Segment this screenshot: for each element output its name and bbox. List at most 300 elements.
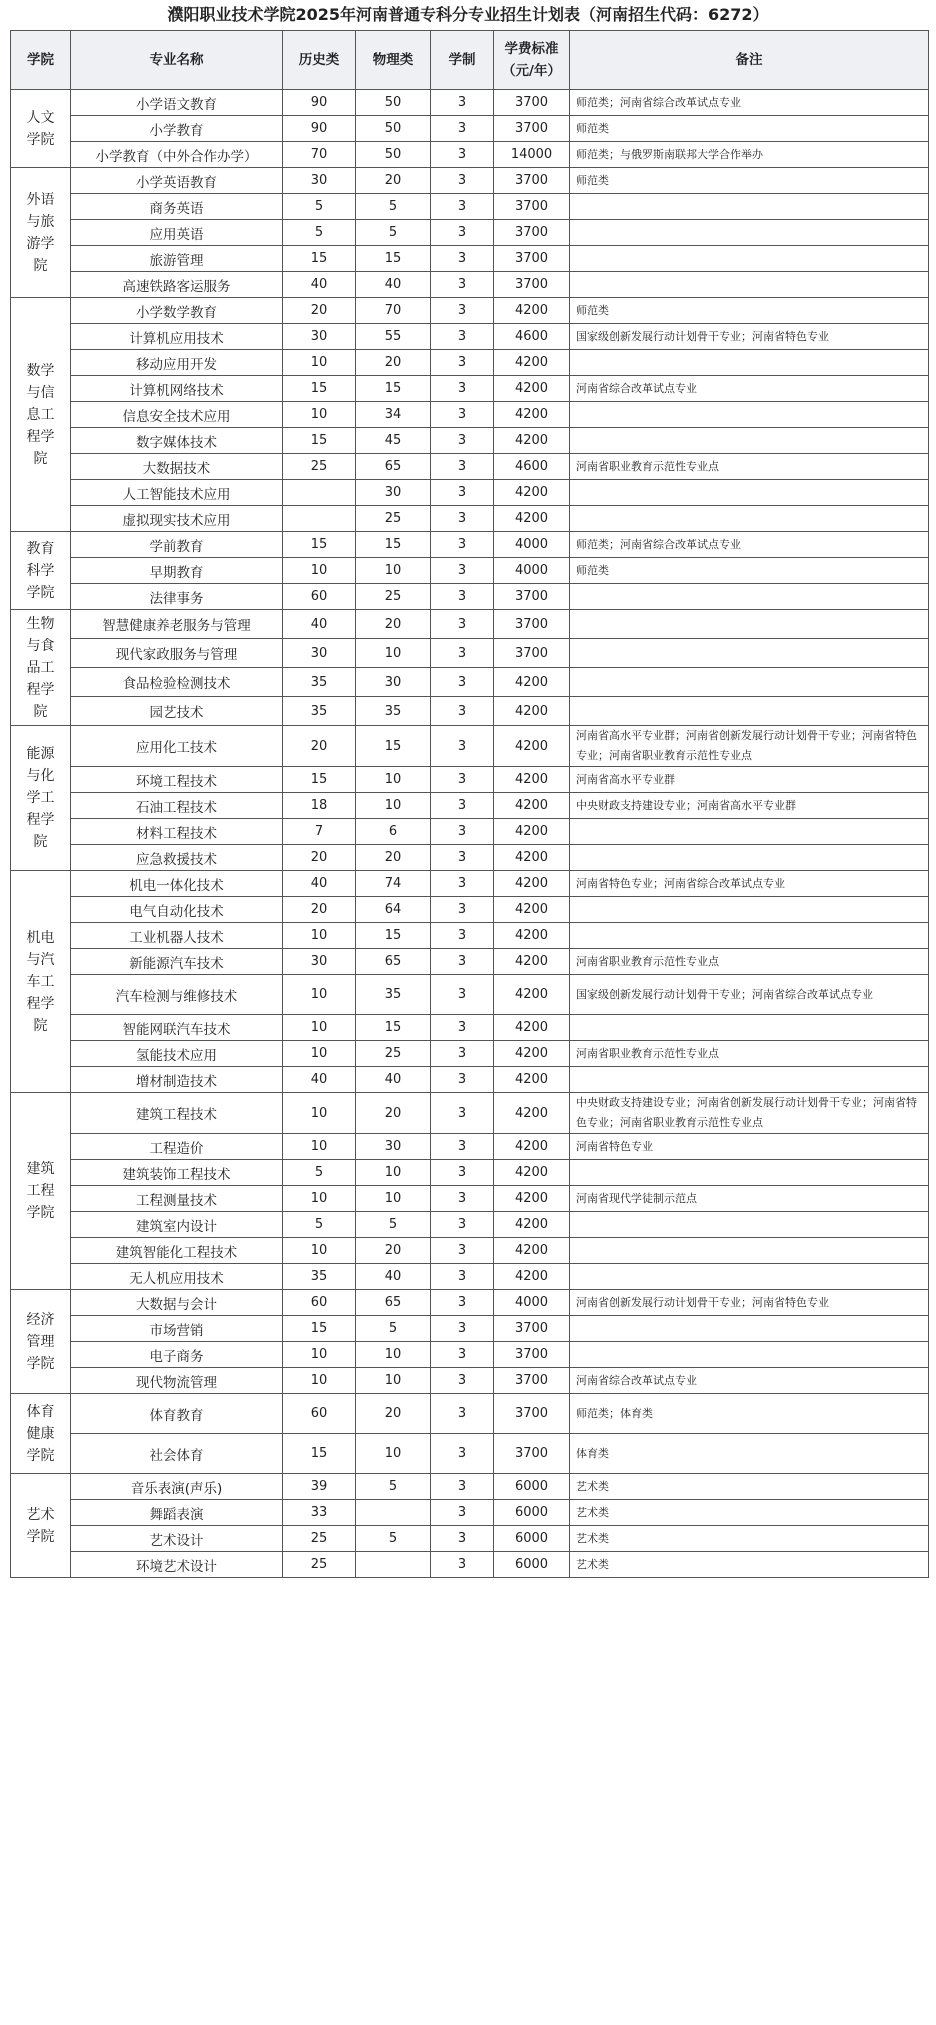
table-row xyxy=(11,1238,929,1264)
physics-count-cell: 45 xyxy=(356,428,431,454)
notes-cell: 河南省综合改革试点专业 xyxy=(570,376,929,402)
table-row xyxy=(11,1160,929,1186)
major-cell: 食品检验检测技术 xyxy=(71,668,283,697)
table-row xyxy=(11,402,929,428)
college-name-cell: 能源与化学工程学院 xyxy=(11,726,71,871)
physics-count-cell: 74 xyxy=(356,871,431,897)
major-cell: 增材制造技术 xyxy=(71,1067,283,1093)
fee-cell: 4200 xyxy=(494,1238,570,1264)
table-row xyxy=(11,1394,929,1434)
major-cell: 法律事务 xyxy=(71,584,283,610)
fee-cell: 4200 xyxy=(494,506,570,532)
fee-cell: 4200 xyxy=(494,298,570,324)
physics-count-cell: 30 xyxy=(356,1134,431,1160)
years-cell: 3 xyxy=(431,975,494,1015)
notes-cell xyxy=(570,220,929,246)
major-cell: 信息安全技术应用 xyxy=(71,402,283,428)
notes-cell: 河南省综合改革试点专业 xyxy=(570,1368,929,1394)
notes-cell: 中央财政支持建设专业；河南省高水平专业群 xyxy=(570,793,929,819)
physics-count-cell: 65 xyxy=(356,454,431,480)
physics-count-cell: 5 xyxy=(356,1316,431,1342)
years-cell: 3 xyxy=(431,767,494,793)
fee-cell: 6000 xyxy=(494,1474,570,1500)
history-count-cell: 25 xyxy=(283,1526,356,1552)
major-cell: 小学教育 xyxy=(71,116,283,142)
physics-count-cell: 20 xyxy=(356,1394,431,1434)
major-cell: 体育教育 xyxy=(71,1394,283,1434)
history-count-cell: 60 xyxy=(283,1394,356,1434)
years-cell: 3 xyxy=(431,480,494,506)
notes-cell xyxy=(570,639,929,668)
major-cell: 应急救援技术 xyxy=(71,845,283,871)
table-row xyxy=(11,480,929,506)
years-cell: 3 xyxy=(431,1316,494,1342)
major-cell: 市场营销 xyxy=(71,1316,283,1342)
notes-cell xyxy=(570,1212,929,1238)
fee-cell: 4600 xyxy=(494,324,570,350)
notes-cell xyxy=(570,1160,929,1186)
years-cell: 3 xyxy=(431,871,494,897)
history-count-cell: 10 xyxy=(283,1015,356,1041)
fee-cell: 3700 xyxy=(494,116,570,142)
history-count-cell: 90 xyxy=(283,90,356,116)
fee-cell: 3700 xyxy=(494,610,570,639)
enrollment-plan-table xyxy=(10,30,929,1578)
fee-cell: 4200 xyxy=(494,975,570,1015)
history-count-cell: 15 xyxy=(283,1316,356,1342)
college-name-cell: 数学与信息工程学院 xyxy=(11,298,71,532)
notes-cell: 师范类；河南省综合改革试点专业 xyxy=(570,532,929,558)
major-cell: 建筑装饰工程技术 xyxy=(71,1160,283,1186)
notes-cell: 师范类；与俄罗斯南联邦大学合作举办 xyxy=(570,142,929,168)
history-count-cell: 15 xyxy=(283,767,356,793)
history-count-cell: 10 xyxy=(283,402,356,428)
physics-count-cell xyxy=(356,1500,431,1526)
physics-count-cell: 15 xyxy=(356,246,431,272)
fee-cell: 4200 xyxy=(494,480,570,506)
physics-count-cell: 10 xyxy=(356,793,431,819)
major-cell: 现代家政服务与管理 xyxy=(71,639,283,668)
physics-count-cell: 40 xyxy=(356,272,431,298)
history-count-cell: 20 xyxy=(283,298,356,324)
fee-cell: 4200 xyxy=(494,1264,570,1290)
notes-cell xyxy=(570,1015,929,1041)
table-row xyxy=(11,272,929,298)
physics-count-cell: 10 xyxy=(356,1342,431,1368)
major-cell: 工程测量技术 xyxy=(71,1186,283,1212)
physics-count-cell: 10 xyxy=(356,639,431,668)
notes-cell xyxy=(570,194,929,220)
table-row xyxy=(11,668,929,697)
major-cell: 学前教育 xyxy=(71,532,283,558)
years-cell: 3 xyxy=(431,1212,494,1238)
history-count-cell: 70 xyxy=(283,142,356,168)
table-row xyxy=(11,767,929,793)
table-row xyxy=(11,558,929,584)
notes-cell xyxy=(570,1264,929,1290)
page-title: 濮阳职业技术学院2025年河南普通专科分专业招生计划表（河南招生代码：6272） xyxy=(167,5,769,24)
notes-cell: 河南省职业教育示范性专业点 xyxy=(570,1041,929,1067)
notes-cell xyxy=(570,506,929,532)
major-cell: 舞蹈表演 xyxy=(71,1500,283,1526)
history-count-cell: 18 xyxy=(283,793,356,819)
years-cell: 3 xyxy=(431,402,494,428)
major-cell: 大数据技术 xyxy=(71,454,283,480)
physics-count-cell: 15 xyxy=(356,376,431,402)
fee-cell: 4200 xyxy=(494,1212,570,1238)
history-count-cell: 40 xyxy=(283,871,356,897)
years-cell: 3 xyxy=(431,116,494,142)
notes-cell xyxy=(570,1067,929,1093)
table-row xyxy=(11,116,929,142)
years-cell: 3 xyxy=(431,246,494,272)
physics-count-cell: 40 xyxy=(356,1067,431,1093)
years-cell: 3 xyxy=(431,897,494,923)
major-cell: 石油工程技术 xyxy=(71,793,283,819)
notes-cell: 中央财政支持建设专业；河南省创新发展行动计划骨干专业；河南省特色专业；河南省职业教育示范性专业点 xyxy=(570,1093,929,1134)
notes-cell: 师范类 xyxy=(570,558,929,584)
table-row xyxy=(11,1474,929,1500)
major-cell: 人工智能技术应用 xyxy=(71,480,283,506)
notes-cell: 国家级创新发展行动计划骨干专业；河南省特色专业 xyxy=(570,324,929,350)
years-cell: 3 xyxy=(431,1500,494,1526)
physics-count-cell: 5 xyxy=(356,220,431,246)
physics-count-cell: 20 xyxy=(356,1093,431,1134)
notes-cell xyxy=(570,350,929,376)
physics-count-cell: 25 xyxy=(356,584,431,610)
physics-count-cell: 10 xyxy=(356,1160,431,1186)
history-count-cell: 5 xyxy=(283,1160,356,1186)
notes-cell: 艺术类 xyxy=(570,1500,929,1526)
physics-count-cell: 30 xyxy=(356,668,431,697)
history-count-cell: 10 xyxy=(283,975,356,1015)
notes-cell xyxy=(570,584,929,610)
years-cell: 3 xyxy=(431,1238,494,1264)
table-row xyxy=(11,897,929,923)
fee-cell: 4200 xyxy=(494,1186,570,1212)
table-row xyxy=(11,1290,929,1316)
major-cell: 小学数学教育 xyxy=(71,298,283,324)
years-cell: 3 xyxy=(431,1434,494,1474)
physics-count-cell: 10 xyxy=(356,1368,431,1394)
physics-count-cell: 5 xyxy=(356,1526,431,1552)
notes-cell: 河南省高水平专业群 xyxy=(570,767,929,793)
physics-count-cell: 55 xyxy=(356,324,431,350)
history-count-cell: 20 xyxy=(283,845,356,871)
table-row xyxy=(11,428,929,454)
fee-cell: 3700 xyxy=(494,584,570,610)
years-cell: 3 xyxy=(431,532,494,558)
fee-cell: 3700 xyxy=(494,194,570,220)
fee-cell: 4200 xyxy=(494,949,570,975)
notes-cell: 河南省创新发展行动计划骨干专业；河南省特色专业 xyxy=(570,1290,929,1316)
fee-cell: 6000 xyxy=(494,1552,570,1578)
physics-count-cell: 20 xyxy=(356,1238,431,1264)
table-row xyxy=(11,1342,929,1368)
header-years: 学制 xyxy=(431,31,494,90)
table-row xyxy=(11,793,929,819)
years-cell: 3 xyxy=(431,506,494,532)
years-cell: 3 xyxy=(431,1552,494,1578)
major-cell: 小学英语教育 xyxy=(71,168,283,194)
notes-cell xyxy=(570,402,929,428)
history-count-cell: 5 xyxy=(283,1212,356,1238)
table-row xyxy=(11,220,929,246)
history-count-cell: 20 xyxy=(283,726,356,767)
years-cell: 3 xyxy=(431,923,494,949)
years-cell: 3 xyxy=(431,194,494,220)
notes-cell: 河南省职业教育示范性专业点 xyxy=(570,949,929,975)
years-cell: 3 xyxy=(431,584,494,610)
history-count-cell: 39 xyxy=(283,1474,356,1500)
physics-count-cell xyxy=(356,1552,431,1578)
college-name-cell: 人文学院 xyxy=(11,90,71,168)
physics-count-cell: 20 xyxy=(356,168,431,194)
fee-cell: 4200 xyxy=(494,793,570,819)
physics-count-cell: 34 xyxy=(356,402,431,428)
history-count-cell: 10 xyxy=(283,1342,356,1368)
table-row xyxy=(11,584,929,610)
table-row xyxy=(11,1264,929,1290)
header-row xyxy=(11,31,929,90)
notes-cell xyxy=(570,923,929,949)
physics-count-cell: 6 xyxy=(356,819,431,845)
major-cell: 工程造价 xyxy=(71,1134,283,1160)
history-count-cell: 15 xyxy=(283,428,356,454)
history-count-cell: 35 xyxy=(283,668,356,697)
table-row xyxy=(11,194,929,220)
major-cell: 音乐表演(声乐) xyxy=(71,1474,283,1500)
physics-count-cell: 50 xyxy=(356,142,431,168)
physics-count-cell: 20 xyxy=(356,845,431,871)
major-cell: 艺术设计 xyxy=(71,1526,283,1552)
history-count-cell: 10 xyxy=(283,1368,356,1394)
header-major: 专业名称 xyxy=(71,31,283,90)
table-row xyxy=(11,1434,929,1474)
years-cell: 3 xyxy=(431,1290,494,1316)
years-cell: 3 xyxy=(431,298,494,324)
major-cell: 智能网联汽车技术 xyxy=(71,1015,283,1041)
table-row xyxy=(11,350,929,376)
major-cell: 计算机网络技术 xyxy=(71,376,283,402)
history-count-cell: 25 xyxy=(283,1552,356,1578)
years-cell: 3 xyxy=(431,428,494,454)
major-cell: 电气自动化技术 xyxy=(71,897,283,923)
fee-cell: 4200 xyxy=(494,1093,570,1134)
history-count-cell: 15 xyxy=(283,376,356,402)
history-count-cell: 90 xyxy=(283,116,356,142)
major-cell: 应用化工技术 xyxy=(71,726,283,767)
notes-cell: 河南省特色专业；河南省综合改革试点专业 xyxy=(570,871,929,897)
physics-count-cell: 10 xyxy=(356,1434,431,1474)
notes-cell xyxy=(570,668,929,697)
major-cell: 智慧健康养老服务与管理 xyxy=(71,610,283,639)
years-cell: 3 xyxy=(431,793,494,819)
fee-cell: 4200 xyxy=(494,871,570,897)
table-row xyxy=(11,1368,929,1394)
history-count-cell: 15 xyxy=(283,532,356,558)
history-count-cell: 30 xyxy=(283,949,356,975)
notes-cell: 师范类 xyxy=(570,298,929,324)
table-row xyxy=(11,871,929,897)
table-row xyxy=(11,845,929,871)
years-cell: 3 xyxy=(431,376,494,402)
table-row xyxy=(11,376,929,402)
history-count-cell: 10 xyxy=(283,1093,356,1134)
notes-cell: 师范类；体育类 xyxy=(570,1394,929,1434)
major-cell: 早期教育 xyxy=(71,558,283,584)
history-count-cell: 40 xyxy=(283,610,356,639)
fee-cell: 3700 xyxy=(494,1342,570,1368)
physics-count-cell: 20 xyxy=(356,610,431,639)
notes-cell xyxy=(570,1342,929,1368)
fee-cell: 4200 xyxy=(494,668,570,697)
major-cell: 大数据与会计 xyxy=(71,1290,283,1316)
physics-count-cell: 10 xyxy=(356,767,431,793)
major-cell: 材料工程技术 xyxy=(71,819,283,845)
fee-cell: 4200 xyxy=(494,1041,570,1067)
fee-cell: 3700 xyxy=(494,272,570,298)
header-physics: 物理类 xyxy=(356,31,431,90)
physics-count-cell: 15 xyxy=(356,532,431,558)
table-row xyxy=(11,506,929,532)
header-fee-line2: （元/年） xyxy=(502,63,561,79)
table-row xyxy=(11,1500,929,1526)
history-count-cell: 35 xyxy=(283,697,356,726)
years-cell: 3 xyxy=(431,168,494,194)
physics-count-cell: 64 xyxy=(356,897,431,923)
college-name-cell: 生物与食品工程学院 xyxy=(11,610,71,726)
table-row xyxy=(11,1041,929,1067)
history-count-cell: 7 xyxy=(283,819,356,845)
physics-count-cell: 35 xyxy=(356,975,431,1015)
notes-cell: 河南省高水平专业群；河南省创新发展行动计划骨干专业；河南省特色专业；河南省职业教育示范性专业点 xyxy=(570,726,929,767)
notes-cell: 师范类 xyxy=(570,116,929,142)
fee-cell: 4200 xyxy=(494,350,570,376)
major-cell: 机电一体化技术 xyxy=(71,871,283,897)
years-cell: 3 xyxy=(431,220,494,246)
physics-count-cell: 15 xyxy=(356,923,431,949)
years-cell: 3 xyxy=(431,1041,494,1067)
history-count-cell: 60 xyxy=(283,1290,356,1316)
physics-count-cell: 65 xyxy=(356,949,431,975)
history-count-cell: 20 xyxy=(283,897,356,923)
notes-cell xyxy=(570,897,929,923)
physics-count-cell: 30 xyxy=(356,480,431,506)
major-cell: 电子商务 xyxy=(71,1342,283,1368)
years-cell: 3 xyxy=(431,1067,494,1093)
notes-cell xyxy=(570,480,929,506)
physics-count-cell: 5 xyxy=(356,1474,431,1500)
notes-cell xyxy=(570,246,929,272)
fee-cell: 6000 xyxy=(494,1526,570,1552)
fee-cell: 4200 xyxy=(494,402,570,428)
history-count-cell: 5 xyxy=(283,194,356,220)
major-cell: 移动应用开发 xyxy=(71,350,283,376)
major-cell: 小学教育（中外合作办学） xyxy=(71,142,283,168)
table-row xyxy=(11,819,929,845)
table-body xyxy=(11,90,929,1578)
physics-count-cell: 5 xyxy=(356,1212,431,1238)
fee-cell: 6000 xyxy=(494,1500,570,1526)
table-row xyxy=(11,1134,929,1160)
fee-cell: 4200 xyxy=(494,1015,570,1041)
history-count-cell: 10 xyxy=(283,1186,356,1212)
college-name-cell: 体育健康学院 xyxy=(11,1394,71,1474)
history-count-cell: 15 xyxy=(283,1434,356,1474)
history-count-cell: 10 xyxy=(283,923,356,949)
table-row xyxy=(11,923,929,949)
college-name-cell: 外语与旅游学院 xyxy=(11,168,71,298)
notes-cell: 师范类；河南省综合改革试点专业 xyxy=(570,90,929,116)
college-name-cell: 艺术学院 xyxy=(11,1474,71,1578)
years-cell: 3 xyxy=(431,949,494,975)
history-count-cell: 60 xyxy=(283,584,356,610)
table-row xyxy=(11,90,929,116)
major-cell: 建筑工程技术 xyxy=(71,1093,283,1134)
fee-cell: 4200 xyxy=(494,428,570,454)
table-row xyxy=(11,610,929,639)
physics-count-cell: 40 xyxy=(356,1264,431,1290)
fee-cell: 3700 xyxy=(494,220,570,246)
physics-count-cell: 35 xyxy=(356,697,431,726)
notes-cell: 河南省职业教育示范性专业点 xyxy=(570,454,929,480)
fee-cell: 4600 xyxy=(494,454,570,480)
college-name-cell: 机电与汽车工程学院 xyxy=(11,871,71,1093)
fee-cell: 3700 xyxy=(494,1394,570,1434)
history-count-cell xyxy=(283,480,356,506)
college-name-cell: 教育科学学院 xyxy=(11,532,71,610)
history-count-cell: 10 xyxy=(283,1238,356,1264)
college-name-cell: 经济管理学院 xyxy=(11,1290,71,1394)
notes-cell: 艺术类 xyxy=(570,1526,929,1552)
years-cell: 3 xyxy=(431,1526,494,1552)
table-row xyxy=(11,639,929,668)
years-cell: 3 xyxy=(431,1015,494,1041)
history-count-cell: 5 xyxy=(283,220,356,246)
header-notes: 备注 xyxy=(570,31,929,90)
header-history: 历史类 xyxy=(283,31,356,90)
history-count-cell: 30 xyxy=(283,324,356,350)
history-count-cell: 10 xyxy=(283,1134,356,1160)
history-count-cell: 33 xyxy=(283,1500,356,1526)
major-cell: 虚拟现实技术应用 xyxy=(71,506,283,532)
physics-count-cell: 65 xyxy=(356,1290,431,1316)
major-cell: 无人机应用技术 xyxy=(71,1264,283,1290)
physics-count-cell: 15 xyxy=(356,1015,431,1041)
table-row xyxy=(11,532,929,558)
history-count-cell: 30 xyxy=(283,168,356,194)
years-cell: 3 xyxy=(431,845,494,871)
notes-cell xyxy=(570,272,929,298)
years-cell: 3 xyxy=(431,726,494,767)
years-cell: 3 xyxy=(431,1186,494,1212)
fee-cell: 3700 xyxy=(494,639,570,668)
notes-cell: 师范类 xyxy=(570,168,929,194)
notes-cell xyxy=(570,610,929,639)
years-cell: 3 xyxy=(431,1394,494,1434)
notes-cell: 艺术类 xyxy=(570,1552,929,1578)
physics-count-cell: 15 xyxy=(356,726,431,767)
table-row xyxy=(11,168,929,194)
years-cell: 3 xyxy=(431,1160,494,1186)
major-cell: 数字媒体技术 xyxy=(71,428,283,454)
years-cell: 3 xyxy=(431,350,494,376)
table-row xyxy=(11,298,929,324)
years-cell: 3 xyxy=(431,1134,494,1160)
fee-cell: 3700 xyxy=(494,1368,570,1394)
fee-cell: 3700 xyxy=(494,1316,570,1342)
